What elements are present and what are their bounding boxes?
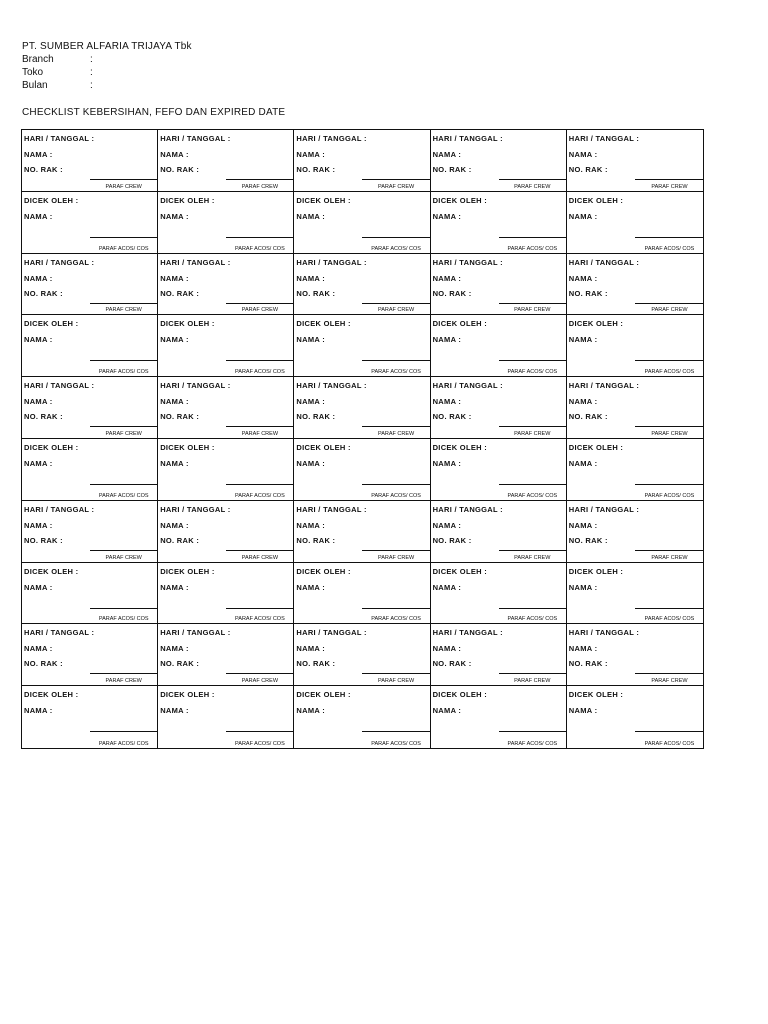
paraf-acos-caption: PARAF ACOS/ COS — [371, 616, 421, 623]
nama-label: NAMA : — [24, 397, 53, 407]
nama-label: NAMA : — [432, 644, 462, 654]
crew-card — [158, 130, 294, 192]
check-card — [567, 439, 703, 501]
no-rak-label: NO. RAK : — [160, 412, 200, 422]
signature-line — [635, 179, 703, 180]
signature-line — [635, 731, 703, 732]
paraf-crew-caption: PARAF CREW — [241, 430, 279, 437]
crew-card — [567, 624, 703, 686]
crew-card — [294, 624, 430, 686]
nama-label: NAMA : — [432, 150, 462, 159]
dicek-oleh-label: DICEK OLEH : — [296, 319, 351, 329]
signature-line — [226, 426, 293, 427]
crew-card — [567, 501, 703, 563]
crew-card — [431, 501, 567, 563]
check-card — [22, 192, 158, 254]
dicek-oleh-label: DICEK OLEH : — [160, 442, 215, 452]
signature-line — [90, 673, 157, 674]
nama-label: NAMA : — [296, 582, 325, 592]
signature-line — [362, 360, 429, 361]
no-rak-label: NO. RAK : — [160, 288, 200, 298]
paraf-acos-caption: PARAF ACOS/ COS — [371, 245, 421, 252]
signature-line — [499, 608, 566, 609]
crew-card — [22, 624, 158, 686]
nama-label: NAMA : — [160, 397, 189, 407]
signature-line — [499, 303, 566, 304]
check-card — [431, 315, 567, 377]
paraf-crew-caption: PARAF CREW — [105, 554, 142, 561]
dicek-oleh-label: DICEK OLEH : — [432, 319, 488, 329]
check-card — [567, 192, 703, 254]
dicek-oleh-label: DICEK OLEH : — [568, 690, 624, 700]
nama-label: NAMA : — [568, 211, 598, 221]
paraf-crew-caption: PARAF CREW — [105, 183, 142, 190]
crew-card — [294, 254, 430, 316]
signature-line — [362, 550, 429, 551]
nama-label: NAMA : — [24, 458, 53, 468]
paraf-crew-caption: PARAF CREW — [514, 554, 551, 561]
nama-label: NAMA : — [24, 644, 53, 654]
signature-line — [635, 673, 703, 674]
crew-card — [22, 377, 158, 439]
branch-field — [22, 53, 192, 66]
nama-label: NAMA : — [160, 644, 189, 654]
nama-label: NAMA : — [432, 520, 462, 530]
dicek-oleh-label: DICEK OLEH : — [432, 566, 488, 576]
dicek-oleh-label: DICEK OLEH : — [568, 319, 624, 329]
paraf-acos-caption: PARAF ACOS/ COS — [98, 492, 149, 499]
signature-line — [90, 731, 157, 732]
crew-card — [158, 501, 294, 563]
crew-card — [158, 624, 294, 686]
paraf-crew-caption: PARAF CREW — [514, 307, 551, 314]
paraf-acos-caption: PARAF ACOS/ COS — [98, 740, 149, 747]
nama-label: NAMA : — [296, 520, 325, 530]
crew-card — [22, 254, 158, 316]
check-card — [22, 439, 158, 501]
paraf-crew-caption: PARAF CREW — [105, 678, 142, 685]
paraf-acos-caption: PARAF ACOS/ COS — [235, 245, 285, 252]
bulan-label: Bulan — [22, 80, 48, 91]
paraf-acos-caption: PARAF ACOS/ COS — [644, 245, 695, 252]
nama-label: NAMA : — [160, 582, 189, 592]
signature-line — [226, 731, 293, 732]
no-rak-label: NO. RAK : — [296, 165, 336, 174]
signature-line — [226, 237, 293, 238]
paraf-crew-caption: PARAF CREW — [514, 430, 551, 437]
nama-label: NAMA : — [432, 273, 462, 283]
signature-line — [90, 360, 157, 361]
hari-tanggal-label: HARI / TANGGAL : — [24, 381, 95, 391]
signature-line — [635, 550, 703, 551]
paraf-acos-caption: PARAF ACOS/ COS — [235, 369, 285, 376]
signature-line — [362, 484, 429, 485]
dicek-oleh-label: DICEK OLEH : — [432, 195, 488, 205]
check-card — [294, 192, 430, 254]
hari-tanggal-label: HARI / TANGGAL : — [568, 381, 640, 391]
checklist-grid — [21, 129, 704, 749]
signature-line — [226, 673, 293, 674]
hari-tanggal-label: HARI / TANGGAL : — [24, 134, 95, 143]
hari-tanggal-label: HARI / TANGGAL : — [432, 381, 503, 391]
paraf-acos-caption: PARAF ACOS/ COS — [235, 616, 285, 623]
nama-label: NAMA : — [24, 335, 53, 345]
crew-card — [22, 501, 158, 563]
crew-card — [431, 377, 567, 439]
dicek-oleh-label: DICEK OLEH : — [296, 690, 351, 700]
hari-tanggal-label: HARI / TANGGAL : — [160, 381, 231, 391]
check-card — [431, 439, 567, 501]
check-card — [22, 686, 158, 748]
no-rak-label: NO. RAK : — [24, 412, 63, 422]
signature-line — [362, 179, 429, 180]
dicek-oleh-label: DICEK OLEH : — [432, 690, 488, 700]
paraf-crew-caption: PARAF CREW — [651, 678, 688, 685]
dicek-oleh-label: DICEK OLEH : — [24, 690, 79, 700]
dicek-oleh-label: DICEK OLEH : — [568, 195, 624, 205]
nama-label: NAMA : — [160, 706, 189, 716]
crew-card — [294, 377, 430, 439]
signature-line — [499, 237, 566, 238]
signature-line — [362, 673, 429, 674]
paraf-acos-caption: PARAF ACOS/ COS — [235, 740, 285, 747]
paraf-crew-caption: PARAF CREW — [241, 678, 279, 685]
signature-line — [635, 303, 703, 304]
paraf-crew-caption: PARAF CREW — [651, 554, 688, 561]
signature-line — [635, 360, 703, 361]
paraf-acos-caption: PARAF ACOS/ COS — [235, 492, 285, 499]
toko-label: Toko — [22, 67, 44, 78]
no-rak-label: NO. RAK : — [568, 165, 608, 174]
nama-label: NAMA : — [24, 706, 53, 716]
nama-label: NAMA : — [568, 273, 598, 283]
paraf-crew-caption: PARAF CREW — [377, 554, 415, 561]
dicek-oleh-label: DICEK OLEH : — [24, 566, 79, 576]
crew-card — [567, 377, 703, 439]
dicek-oleh-label: DICEK OLEH : — [160, 195, 215, 205]
signature-line — [499, 673, 566, 674]
signature-line — [90, 237, 157, 238]
crew-card — [294, 130, 430, 192]
paraf-crew-caption: PARAF CREW — [651, 430, 688, 437]
hari-tanggal-label: HARI / TANGGAL : — [24, 504, 95, 514]
dicek-oleh-label: DICEK OLEH : — [24, 442, 79, 452]
check-card — [567, 686, 703, 748]
check-card — [431, 192, 567, 254]
check-card — [22, 563, 158, 625]
dicek-oleh-label: DICEK OLEH : — [296, 195, 351, 205]
nama-label: NAMA : — [296, 273, 325, 283]
toko-separator: : — [90, 67, 93, 78]
branch-label: Branch — [22, 54, 54, 65]
check-card — [158, 686, 294, 748]
signature-line — [90, 426, 157, 427]
paraf-crew-caption: PARAF CREW — [377, 678, 415, 685]
signature-line — [499, 731, 566, 732]
check-card — [158, 315, 294, 377]
nama-label: NAMA : — [432, 335, 462, 345]
nama-label: NAMA : — [24, 150, 53, 159]
signature-line — [90, 608, 157, 609]
nama-label: NAMA : — [160, 273, 189, 283]
nama-label: NAMA : — [432, 582, 462, 592]
nama-label: NAMA : — [568, 458, 598, 468]
no-rak-label: NO. RAK : — [568, 659, 608, 669]
nama-label: NAMA : — [432, 397, 462, 407]
no-rak-label: NO. RAK : — [432, 535, 472, 545]
hari-tanggal-label: HARI / TANGGAL : — [568, 134, 640, 143]
hari-tanggal-label: HARI / TANGGAL : — [568, 257, 640, 267]
paraf-acos-caption: PARAF ACOS/ COS — [371, 740, 421, 747]
no-rak-label: NO. RAK : — [24, 659, 63, 669]
paraf-acos-caption: PARAF ACOS/ COS — [98, 245, 149, 252]
signature-line — [90, 179, 157, 180]
dicek-oleh-label: DICEK OLEH : — [160, 690, 215, 700]
no-rak-label: NO. RAK : — [432, 288, 472, 298]
bulan-separator: : — [90, 80, 93, 91]
dicek-oleh-label: DICEK OLEH : — [24, 319, 79, 329]
hari-tanggal-label: HARI / TANGGAL : — [296, 257, 367, 267]
check-card — [294, 439, 430, 501]
no-rak-label: NO. RAK : — [160, 659, 200, 669]
signature-line — [635, 608, 703, 609]
check-card — [431, 686, 567, 748]
check-card — [567, 563, 703, 625]
paraf-crew-caption: PARAF CREW — [241, 307, 279, 314]
no-rak-label: NO. RAK : — [432, 412, 472, 422]
no-rak-label: NO. RAK : — [24, 535, 63, 545]
signature-line — [499, 484, 566, 485]
signature-line — [362, 426, 429, 427]
nama-label: NAMA : — [296, 335, 325, 345]
crew-card — [431, 624, 567, 686]
check-card — [158, 439, 294, 501]
nama-label: NAMA : — [24, 582, 53, 592]
no-rak-label: NO. RAK : — [24, 288, 63, 298]
signature-line — [362, 303, 429, 304]
paraf-acos-caption: PARAF ACOS/ COS — [644, 616, 695, 623]
nama-label: NAMA : — [568, 335, 598, 345]
paraf-acos-caption: PARAF ACOS/ COS — [507, 369, 558, 376]
hari-tanggal-label: HARI / TANGGAL : — [432, 504, 503, 514]
nama-label: NAMA : — [296, 150, 325, 159]
nama-label: NAMA : — [568, 644, 598, 654]
no-rak-label: NO. RAK : — [160, 535, 200, 545]
signature-line — [226, 360, 293, 361]
paraf-acos-caption: PARAF ACOS/ COS — [371, 369, 421, 376]
signature-line — [226, 484, 293, 485]
hari-tanggal-label: HARI / TANGGAL : — [160, 628, 231, 638]
paraf-crew-caption: PARAF CREW — [241, 554, 279, 561]
paraf-acos-caption: PARAF ACOS/ COS — [507, 616, 558, 623]
paraf-acos-caption: PARAF ACOS/ COS — [507, 492, 558, 499]
nama-label: NAMA : — [24, 273, 53, 283]
hari-tanggal-label: HARI / TANGGAL : — [432, 257, 503, 267]
nama-label: NAMA : — [296, 397, 325, 407]
no-rak-label: NO. RAK : — [568, 535, 608, 545]
no-rak-label: NO. RAK : — [296, 412, 336, 422]
paraf-crew-caption: PARAF CREW — [241, 183, 279, 190]
crew-card — [431, 254, 567, 316]
checklist-title: CHECKLIST KEBERSIHAN, FEFO DAN EXPIRED DATE — [22, 107, 286, 118]
nama-label: NAMA : — [568, 397, 598, 407]
no-rak-label: NO. RAK : — [296, 288, 336, 298]
check-card — [294, 315, 430, 377]
signature-line — [635, 484, 703, 485]
paraf-acos-caption: PARAF ACOS/ COS — [644, 740, 695, 747]
signature-line — [635, 426, 703, 427]
no-rak-label: NO. RAK : — [24, 165, 63, 174]
signature-line — [362, 608, 429, 609]
signature-line — [499, 426, 566, 427]
nama-label: NAMA : — [568, 520, 598, 530]
check-card — [22, 315, 158, 377]
nama-label: NAMA : — [432, 211, 462, 221]
paraf-crew-caption: PARAF CREW — [377, 183, 415, 190]
crew-card — [158, 254, 294, 316]
no-rak-label: NO. RAK : — [432, 165, 472, 174]
dicek-oleh-label: DICEK OLEH : — [296, 442, 351, 452]
hari-tanggal-label: HARI / TANGGAL : — [24, 257, 95, 267]
hari-tanggal-label: HARI / TANGGAL : — [296, 381, 367, 391]
paraf-crew-caption: PARAF CREW — [514, 183, 551, 190]
paraf-crew-caption: PARAF CREW — [377, 307, 415, 314]
hari-tanggal-label: HARI / TANGGAL : — [160, 134, 231, 143]
paraf-crew-caption: PARAF CREW — [514, 678, 551, 685]
nama-label: NAMA : — [160, 520, 189, 530]
hari-tanggal-label: HARI / TANGGAL : — [432, 134, 503, 143]
crew-card — [567, 130, 703, 192]
paraf-acos-caption: PARAF ACOS/ COS — [98, 616, 149, 623]
dicek-oleh-label: DICEK OLEH : — [568, 566, 624, 576]
nama-label: NAMA : — [568, 150, 598, 159]
hari-tanggal-label: HARI / TANGGAL : — [296, 628, 367, 638]
signature-line — [226, 550, 293, 551]
paraf-acos-caption: PARAF ACOS/ COS — [644, 369, 695, 376]
nama-label: NAMA : — [24, 211, 53, 221]
dicek-oleh-label: DICEK OLEH : — [24, 195, 79, 205]
no-rak-label: NO. RAK : — [568, 412, 608, 422]
dicek-oleh-label: DICEK OLEH : — [296, 566, 351, 576]
nama-label: NAMA : — [568, 582, 598, 592]
signature-line — [226, 608, 293, 609]
paraf-crew-caption: PARAF CREW — [651, 307, 688, 314]
hari-tanggal-label: HARI / TANGGAL : — [24, 628, 95, 638]
nama-label: NAMA : — [160, 211, 189, 221]
signature-line — [635, 237, 703, 238]
paraf-acos-caption: PARAF ACOS/ COS — [507, 245, 558, 252]
no-rak-label: NO. RAK : — [296, 535, 336, 545]
dicek-oleh-label: DICEK OLEH : — [568, 442, 624, 452]
paraf-acos-caption: PARAF ACOS/ COS — [371, 492, 421, 499]
signature-line — [499, 550, 566, 551]
hari-tanggal-label: HARI / TANGGAL : — [432, 628, 503, 638]
crew-card — [567, 254, 703, 316]
signature-line — [226, 179, 293, 180]
signature-line — [90, 303, 157, 304]
hari-tanggal-label: HARI / TANGGAL : — [296, 134, 367, 143]
check-card — [431, 563, 567, 625]
nama-label: NAMA : — [568, 706, 598, 716]
dicek-oleh-label: DICEK OLEH : — [160, 319, 215, 329]
bulan-field — [22, 79, 192, 92]
paraf-acos-caption: PARAF ACOS/ COS — [644, 492, 695, 499]
crew-card — [22, 130, 158, 192]
nama-label: NAMA : — [296, 211, 325, 221]
no-rak-label: NO. RAK : — [160, 165, 200, 174]
toko-field — [22, 66, 192, 79]
no-rak-label: NO. RAK : — [568, 288, 608, 298]
signature-line — [226, 303, 293, 304]
no-rak-label: NO. RAK : — [296, 659, 336, 669]
check-card — [567, 315, 703, 377]
check-card — [294, 686, 430, 748]
paraf-crew-caption: PARAF CREW — [105, 430, 142, 437]
nama-label: NAMA : — [160, 335, 189, 345]
dicek-oleh-label: DICEK OLEH : — [160, 566, 215, 576]
nama-label: NAMA : — [432, 706, 462, 716]
signature-line — [90, 484, 157, 485]
crew-card — [294, 501, 430, 563]
hari-tanggal-label: HARI / TANGGAL : — [160, 504, 231, 514]
dicek-oleh-label: DICEK OLEH : — [432, 442, 488, 452]
company-name: PT. SUMBER ALFARIA TRIJAYA Tbk — [22, 41, 192, 52]
branch-separator: : — [90, 54, 93, 65]
hari-tanggal-label: HARI / TANGGAL : — [296, 504, 367, 514]
signature-line — [362, 731, 429, 732]
nama-label: NAMA : — [24, 520, 53, 530]
document-header — [22, 40, 192, 92]
check-card — [158, 563, 294, 625]
crew-card — [431, 130, 567, 192]
check-card — [294, 563, 430, 625]
check-card — [158, 192, 294, 254]
nama-label: NAMA : — [296, 706, 325, 716]
no-rak-label: NO. RAK : — [432, 659, 472, 669]
signature-line — [90, 550, 157, 551]
crew-card — [158, 377, 294, 439]
hari-tanggal-label: HARI / TANGGAL : — [160, 257, 231, 267]
nama-label: NAMA : — [160, 150, 189, 159]
nama-label: NAMA : — [296, 644, 325, 654]
nama-label: NAMA : — [160, 458, 189, 468]
signature-line — [499, 360, 566, 361]
nama-label: NAMA : — [432, 458, 462, 468]
paraf-acos-caption: PARAF ACOS/ COS — [507, 740, 558, 747]
paraf-crew-caption: PARAF CREW — [651, 183, 688, 190]
signature-line — [499, 179, 566, 180]
signature-line — [362, 237, 429, 238]
paraf-crew-caption: PARAF CREW — [105, 307, 142, 314]
hari-tanggal-label: HARI / TANGGAL : — [568, 504, 640, 514]
paraf-acos-caption: PARAF ACOS/ COS — [98, 369, 149, 376]
hari-tanggal-label: HARI / TANGGAL : — [568, 628, 640, 638]
paraf-crew-caption: PARAF CREW — [377, 430, 415, 437]
nama-label: NAMA : — [296, 458, 325, 468]
